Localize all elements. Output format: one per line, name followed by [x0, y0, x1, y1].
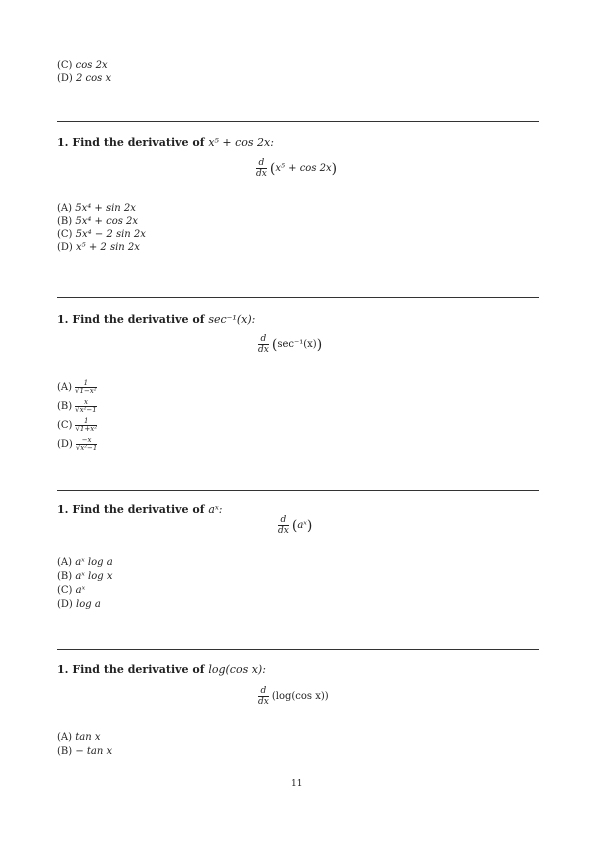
option-c: (C) cos 2x — [57, 60, 108, 71]
option-b: (B) − tan x — [57, 746, 113, 757]
divider — [57, 297, 539, 298]
derivative-display: $\frac{d}{dx}$ ( aˣ ) — [278, 515, 313, 536]
option-b: (B) $\frac{x}{\text{√x²−1}}$ — [57, 398, 97, 414]
option-d: (D) $\frac{-x}{\text{√x²−1}}$ — [57, 436, 98, 452]
divider — [57, 490, 539, 491]
divider — [57, 121, 539, 122]
question-title: 1. Find the derivative of sec⁻¹(x): — [57, 313, 256, 326]
derivative-display: $\frac{d}{dx}$ ( sec⁻¹(x) ) — [258, 334, 323, 355]
option-a: (A) aˣ log a — [57, 557, 113, 568]
option-c: (C) $\frac{1}{\text{√1+x²}}$ — [57, 417, 98, 433]
derivative-display: $\frac{d}{dx}$ (log(cos x)) — [258, 686, 329, 707]
option-a: (A) tan x — [57, 732, 101, 743]
option-a: (A) 5x⁴ + sin 2x — [57, 203, 136, 214]
option-c: (C) 5x⁴ − 2 sin 2x — [57, 229, 146, 240]
option-d: (D) x⁵ + 2 sin 2x — [57, 242, 140, 253]
question-title: 1. Find the derivative of aˣ: — [57, 503, 223, 516]
question-title: 1. Find the derivative of log(cos x): — [57, 663, 266, 676]
option-b: (B) 5x⁴ + cos 2x — [57, 216, 139, 227]
option-b: (B) aˣ log x — [57, 571, 113, 582]
option-d: (D) log a — [57, 599, 101, 610]
divider — [57, 649, 539, 650]
question-title: 1. Find the derivative of x⁵ + cos 2x: — [57, 136, 274, 149]
option-c: (C) aˣ — [57, 585, 86, 596]
derivative-display: $\frac{d}{dx}$ ( x⁵ + cos 2x ) — [256, 158, 338, 179]
option-d: (D) 2 cos x — [57, 73, 112, 84]
page-number: 11 — [291, 779, 303, 789]
option-a: (A) $\frac{1}{\text{√1−x²}}$ — [57, 379, 97, 395]
